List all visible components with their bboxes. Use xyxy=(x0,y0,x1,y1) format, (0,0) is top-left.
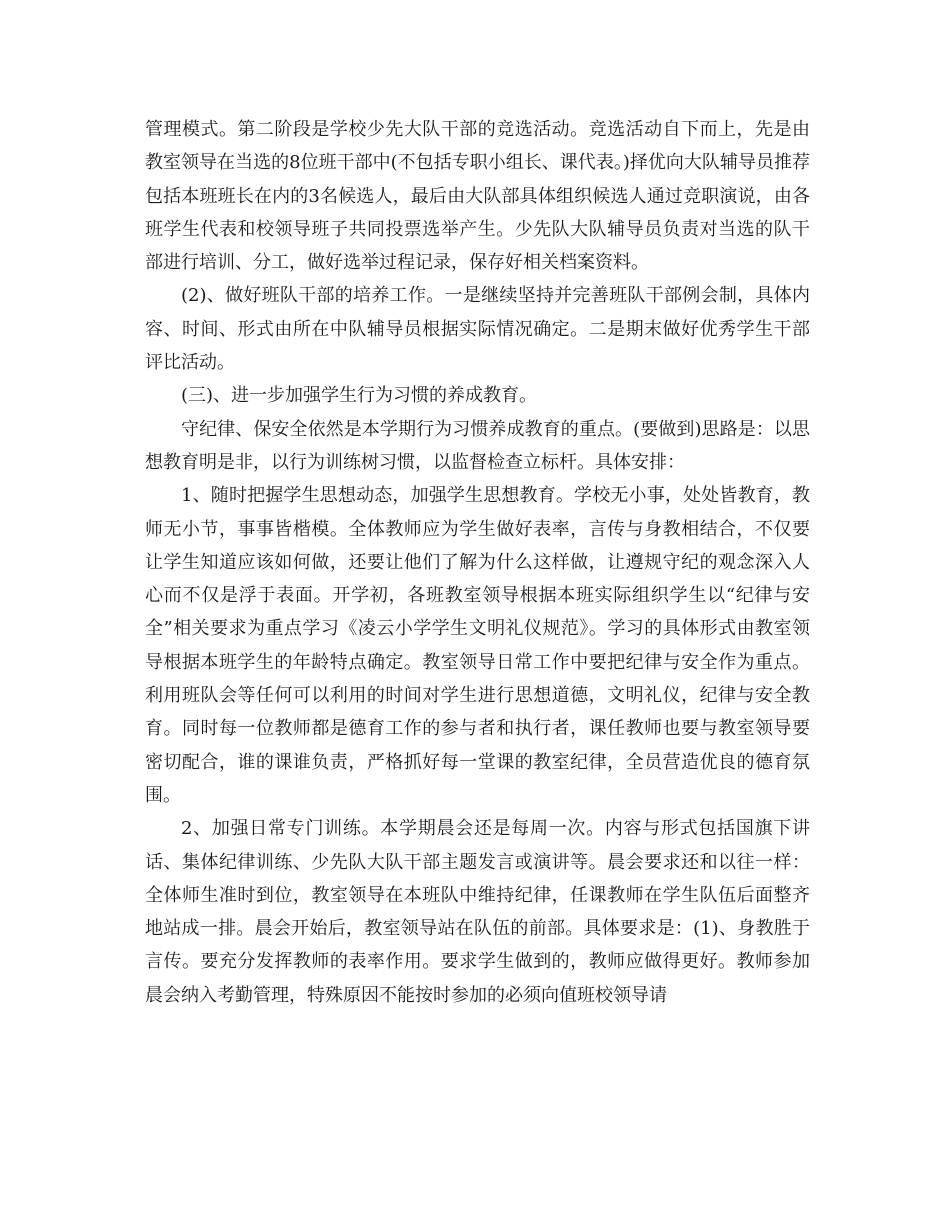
paragraph-discipline-safety: 守纪律、保安全依然是本学期行为习惯养成教育的重点。(要做到)思路是：以思想教育明是非，以行为训练树习惯，以监督检查立标杆。具体安排： xyxy=(145,418,810,473)
section-heading-behavior-habits: (三)、进一步加强学生行为习惯的养成教育。 xyxy=(181,385,538,407)
paragraph-cadre-training: (2)、做好班队干部的培养工作。一是继续坚持并完善班队干部例会制，具体内容、时间、形式由所在中队辅导员根据实际情况确定。二是期末做好优秀学生干部评比活动。 xyxy=(145,285,810,374)
document-body xyxy=(145,113,810,1012)
paragraph-management-mode: 管理模式。第二阶段是学校少先大队干部的竞选活动。竞选活动自下而上，先是由教室领导在当选的8位班干部中(不包括专职小组长、课代表。)择优向大队辅导员推荐包括本班班长在内的3名候选人，最后由大队部具体组织候选人通过竞职演说，由各班学生代表和校领导班子共同投票选举产生。少先队大队辅导员负责对当选的队干部进行培训、分工，做好选举过程记录，保存好相关档案资料。 xyxy=(145,119,810,274)
paragraph-item-2-daily-training: 2、加强日常专门训练。本学期晨会还是每周一次。内容与形式包括国旗下讲话、集体纪律训练、少先队大队干部主题发言或演讲等。晨会要求还和以往一样：全体师生准时到位，教室领导在本班队中维持纪律，任课教师在学生队伍后面整齐地站成一排。晨会开始后，教室领导站在队伍的前部。具体要求是：(1)、身教胜于言传。要充分发挥教师的表率作用。要求学生做到的，教师应做得更好。教师参加晨会纳入考勤管理，特殊原因不能按时参加的必须向值班校领导请 xyxy=(145,818,810,1006)
paragraph-item-1-thought-education: 1、随时把握学生思想动态，加强学生思想教育。学校无小事，处处皆教育，教师无小节，事事皆楷模。全体教师应为学生做好表率，言传与身教相结合，不仅要让学生知道应该如何做，还要让他们了解为什么这样做，让遵规守纪的观念深入人心而不仅是浮于表面。开学初，各班教室领导根据本班实际组织学生以“纪律与安全”相关要求为重点学习《凌云小学学生文明礼仪规范》。学习的具体形式由教室领导根据本班学生的年龄特点确定。教室领导日常工作中要把纪律与安全作为重点。利用班队会等任何可以利用的时间对学生进行思想道德，文明礼仪，纪律与安全教育。同时每一位教师都是德育工作的参与者和执行者，课任教师也要与教室领导要密切配合，谁的课谁负责，严格抓好每一堂课的教室纪律，全员营造优良的德育氛围。 xyxy=(145,485,810,806)
